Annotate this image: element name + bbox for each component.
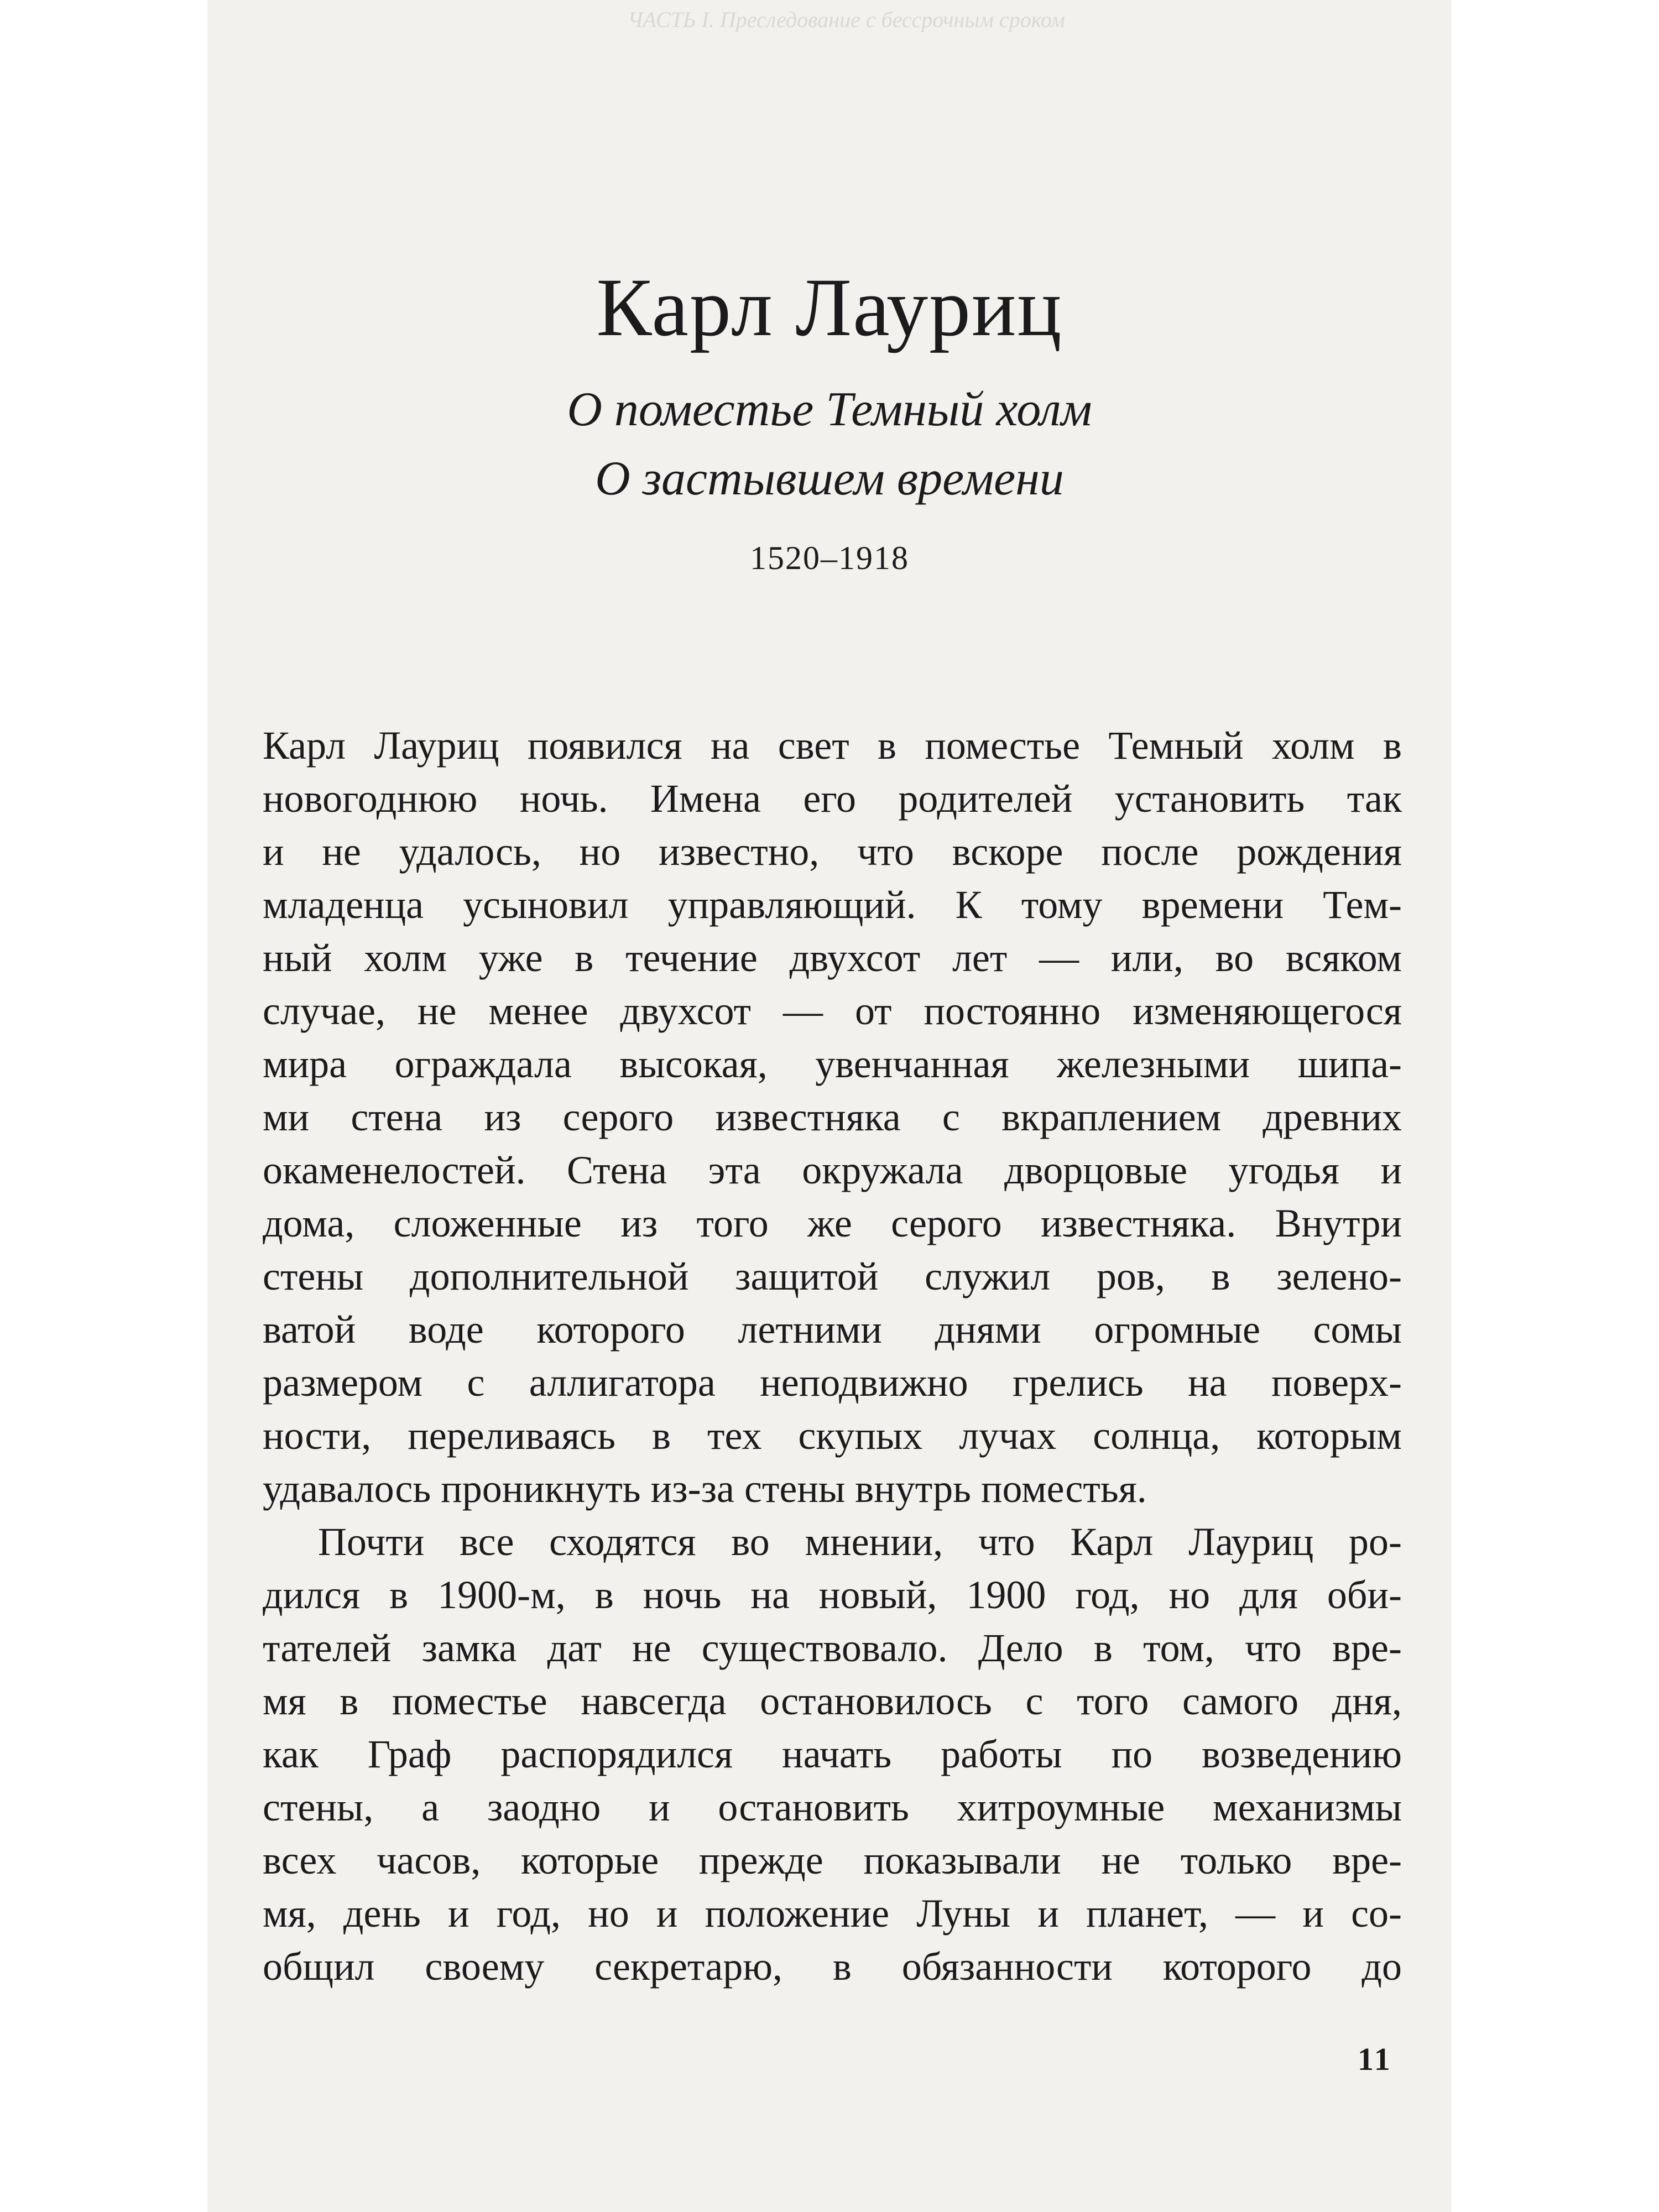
text-line: мя, день и год, но и положение Луны и планет, — и со-: [263, 1891, 1402, 1936]
text-line: мира ограждала высокая, увенчанная железными шипа-: [263, 1042, 1402, 1086]
chapter-years: 1520–1918: [750, 540, 909, 576]
text-line: ности, переливаясь в тех скупых лучах солнца, которым: [263, 1413, 1402, 1458]
chapter-subtitle: О застывшем времени: [595, 452, 1064, 505]
paragraph: [263, 719, 1402, 1515]
text-line: Почти все сходятся во мнении, что Карл Лауриц ро-: [318, 1520, 1402, 1564]
body-text: [263, 719, 1402, 1993]
text-line: всех часов, которые прежде показывали не только вре-: [263, 1838, 1402, 1882]
text-line: ми стена из серого известняка с вкраплением древних: [263, 1095, 1402, 1139]
text-line: мя в поместье навсегда остановилось с того самого дня,: [263, 1679, 1402, 1723]
text-line: удавалось проникнуть из-за стены внутрь поместья.: [263, 1467, 1147, 1511]
running-head: ЧАСТЬ I. Преследование с бессрочным сроком: [628, 7, 1065, 32]
text-line: Карл Лауриц появился на свет в поместье Темный холм в: [263, 723, 1402, 768]
text-line: общил своему секретарю, в обязанности которого до: [263, 1944, 1402, 1989]
text-line: дома, сложенные из того же серого известняка. Внутри: [263, 1201, 1402, 1245]
text-line: стены, а заодно и остановить хитроумные механизмы: [263, 1785, 1402, 1829]
paragraph: [263, 1515, 1402, 1993]
chapter-subtitle: О поместье Темный холм: [567, 383, 1092, 436]
text-line: окаменелостей. Стена эта окружала дворцовые угодья и: [263, 1148, 1402, 1192]
text-line: стены дополнительной защитой служил ров, в зелено-: [263, 1254, 1402, 1298]
text-line: и не удалось, но известно, что вскоре после рождения: [263, 830, 1402, 874]
text-line: размером с аллигатора неподвижно грелись на поверх-: [263, 1360, 1402, 1405]
text-line: младенца усыновил управляющий. К тому времени Тем-: [263, 883, 1402, 927]
text-line: как Граф распорядился начать работы по возведению: [263, 1732, 1402, 1776]
text-line: случае, не менее двухсот — от постоянно изменяющегося: [263, 989, 1402, 1033]
chapter-title: Карл Лауриц: [596, 262, 1063, 353]
page-number: 11: [1358, 2041, 1392, 2077]
text-line: ватой воде которого летними днями огромные сомы: [263, 1307, 1402, 1352]
text-line: ный холм уже в течение двухсот лет — или, во всяком: [263, 936, 1402, 980]
text-line: новогоднюю ночь. Имена его родителей установить так: [263, 776, 1402, 821]
text-line: дился в 1900-м, в ночь на новый, 1900 год, но для оби-: [263, 1573, 1402, 1617]
book-page: [207, 0, 1452, 2212]
text-line: тателей замка дат не существовало. Дело в том, что вре-: [263, 1626, 1402, 1670]
